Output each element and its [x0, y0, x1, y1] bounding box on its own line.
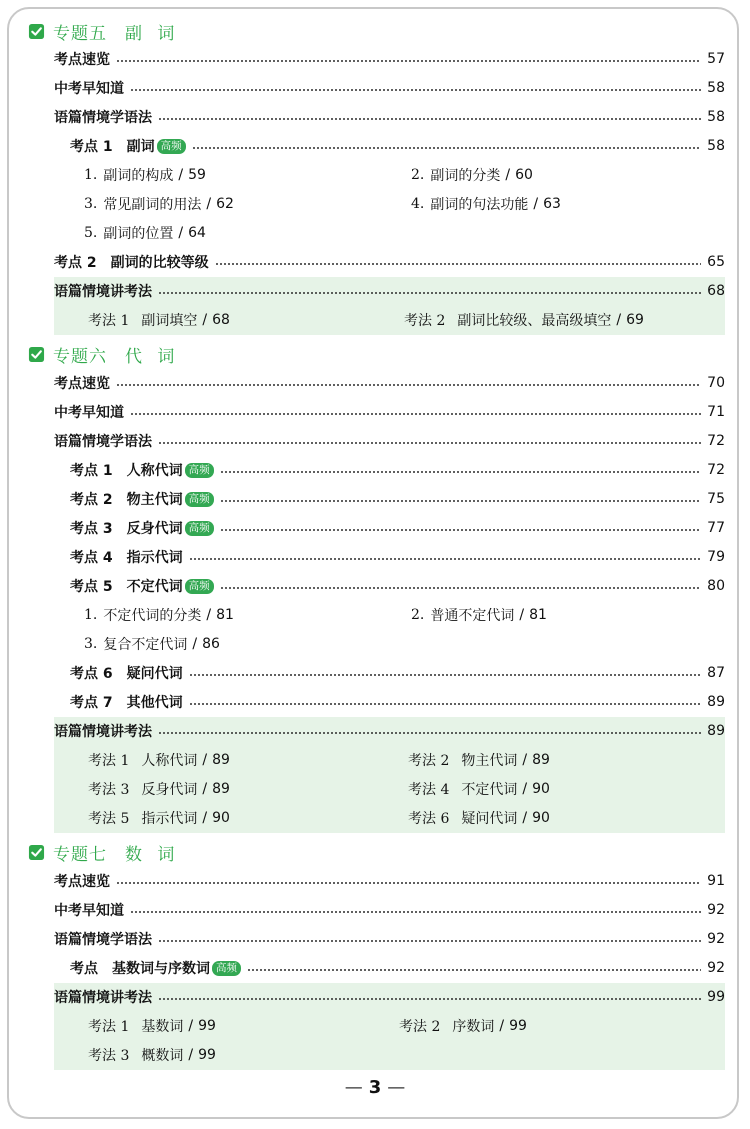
kaodian-name: 人称代词	[126, 463, 183, 479]
subtopic-page: 62	[216, 196, 234, 212]
kaofa-title: 反身代词	[141, 782, 198, 798]
kaofa-number: 考法 4	[408, 782, 450, 798]
entry-title-text: 语篇情境学语法	[54, 434, 152, 450]
slash-separator: /	[202, 781, 208, 797]
kaofa-title: 概数词	[141, 1048, 184, 1064]
entry-title	[54, 49, 110, 69]
kaofa-number: 考法 5	[88, 811, 130, 827]
topic-name: 数 词	[125, 844, 180, 865]
kaofa-page: 99	[509, 1018, 527, 1034]
high-frequency-badge: 高频	[185, 579, 214, 594]
kaofa-title: 副词比较级、最高级填空	[457, 313, 612, 329]
dot-leader	[247, 969, 701, 971]
kaofa-number: 考法 3	[88, 1048, 130, 1064]
page-ref: 87	[707, 665, 725, 681]
entry-title	[54, 402, 124, 422]
checkbox-checked-icon	[28, 346, 45, 363]
kaofa-number: 考法 1	[88, 1019, 130, 1035]
entry-title-text: 中考早知道	[54, 405, 124, 421]
slash-separator: /	[519, 607, 525, 623]
slash-separator: /	[533, 196, 539, 212]
toc-entry-kaodian[interactable]	[70, 458, 725, 482]
kaofa-page: 90	[532, 781, 550, 797]
entry-title-text: 中考早知道	[54, 903, 124, 919]
page-ref: 68	[707, 283, 725, 299]
toc-entry-kaodian[interactable]	[70, 487, 725, 511]
entry-title-text: 中考早知道	[54, 81, 124, 97]
subtopic-entry[interactable]	[411, 164, 533, 186]
kaofa-number: 考法 2	[408, 753, 450, 769]
page-ref: 92	[707, 960, 725, 976]
toc-entry[interactable]	[54, 869, 725, 893]
kaodian-name: 基数词与序数词	[112, 961, 210, 977]
kaodian-name: 不定代词	[126, 579, 183, 595]
topic-name: 副 词	[125, 23, 180, 44]
kaofa-entry[interactable]	[88, 749, 230, 771]
subtopic-entry[interactable]	[84, 633, 220, 655]
kaofa-title: 不定代词	[461, 782, 518, 798]
kaodian-number: 考点 2	[54, 255, 97, 271]
slash-separator: /	[202, 752, 208, 768]
toc-entry[interactable]	[54, 927, 725, 951]
kaofa-page: 99	[198, 1047, 216, 1063]
entry-title	[70, 518, 214, 538]
toc-entry[interactable]	[54, 429, 725, 453]
page-ref: 58	[707, 138, 725, 154]
topic-label: 专题六	[53, 346, 107, 367]
topic-label: 专题七	[53, 844, 107, 865]
subtopic-title: 副词的位置	[103, 226, 174, 242]
dot-leader	[116, 384, 701, 386]
entry-title-text: 考点速览	[54, 874, 110, 890]
dot-leader	[130, 911, 701, 913]
slash-separator: /	[178, 225, 184, 241]
kaofa-title: 基数词	[141, 1019, 184, 1035]
page-number: — 3 —	[344, 1077, 406, 1098]
kaodian-number: 考点 3	[70, 521, 113, 537]
toc-entry[interactable]	[54, 76, 725, 100]
toc-entry-kaodian[interactable]	[70, 956, 725, 980]
high-frequency-badge: 高频	[185, 521, 214, 536]
dot-leader	[189, 674, 702, 676]
entry-title-text: 语篇情境讲考法	[54, 990, 152, 1006]
kaodian-name: 指示代词	[126, 550, 183, 566]
entry-title	[54, 252, 209, 272]
entry-title-text: 语篇情境学语法	[54, 110, 152, 126]
page-number-value: 3	[368, 1077, 382, 1098]
slash-separator: /	[188, 1047, 194, 1063]
kaofa-page: 89	[212, 781, 230, 797]
kaofa-number: 考法 1	[88, 313, 130, 329]
high-frequency-badge: 高频	[212, 961, 241, 976]
page-ref: 58	[707, 109, 725, 125]
slash-separator: /	[202, 312, 208, 328]
kaofa-page: 99	[198, 1018, 216, 1034]
kaodian-name: 反身代词	[126, 521, 183, 537]
subtopic-entry[interactable]	[411, 604, 547, 626]
entry-title	[70, 663, 183, 683]
page-ref: 57	[707, 51, 725, 67]
entry-title	[70, 460, 214, 480]
page-ref: 89	[707, 723, 725, 739]
subtopic-number: 3.	[84, 196, 98, 212]
topic-name: 代 词	[125, 346, 180, 367]
entry-title-text: 考点速览	[54, 376, 110, 392]
toc-entry-kaodian[interactable]	[70, 134, 725, 158]
subtopic-title: 不定代词的分类	[103, 608, 202, 624]
subtopic-page: 64	[188, 225, 206, 241]
kaodian-name: 副词	[126, 139, 155, 155]
dot-leader	[116, 60, 701, 62]
kaofa-page: 89	[212, 752, 230, 768]
high-frequency-badge: 高频	[185, 492, 214, 507]
kaofa-entry[interactable]	[404, 309, 644, 331]
toc-entry-kaodian[interactable]	[70, 516, 725, 540]
entry-title	[70, 547, 183, 567]
kaodian-number: 考点 1	[70, 139, 113, 155]
page-ref: 72	[707, 433, 725, 449]
kaofa-title: 指示代词	[141, 811, 198, 827]
page-ref: 70	[707, 375, 725, 391]
kaodian-number: 考点 6	[70, 666, 113, 682]
dot-leader	[220, 471, 702, 473]
toc-entry-kaodian[interactable]	[70, 661, 725, 685]
slash-separator: /	[505, 167, 511, 183]
page-ref: 65	[707, 254, 725, 270]
slash-separator: /	[202, 810, 208, 826]
subtopic-title: 副词的句法功能	[430, 197, 529, 213]
kaofa-entry[interactable]	[88, 309, 230, 331]
dot-leader	[130, 89, 701, 91]
subtopic-entry[interactable]	[84, 222, 206, 244]
toc-entry[interactable]	[54, 985, 725, 1009]
subtopic-number: 1.	[84, 607, 98, 623]
kaofa-entry[interactable]	[408, 807, 550, 829]
dot-leader	[189, 703, 702, 705]
dot-leader	[158, 998, 701, 1000]
dot-leader	[158, 732, 701, 734]
kaofa-entry[interactable]	[399, 1015, 527, 1037]
slash-separator: /	[206, 607, 212, 623]
entry-title-text: 语篇情境讲考法	[54, 284, 152, 300]
topic-heading[interactable]	[28, 19, 179, 43]
kaofa-title: 物主代词	[461, 753, 518, 769]
page-ref: 72	[707, 462, 725, 478]
entry-title	[54, 721, 152, 741]
subtopic-title: 复合不定代词	[103, 637, 188, 653]
toc-entry[interactable]	[54, 279, 725, 303]
dot-leader	[130, 413, 701, 415]
toc-entry-kaodian[interactable]	[70, 690, 725, 714]
dot-leader	[158, 118, 701, 120]
checkbox-checked-icon	[28, 23, 45, 40]
slash-separator: /	[178, 167, 184, 183]
kaofa-page: 90	[212, 810, 230, 826]
entry-title	[54, 900, 124, 920]
entry-title	[70, 576, 214, 596]
slash-separator: /	[192, 636, 198, 652]
entry-title	[54, 281, 152, 301]
subtopic-number: 5.	[84, 225, 98, 241]
entry-title-text: 考点速览	[54, 52, 110, 68]
toc-entry-kaodian[interactable]	[70, 545, 725, 569]
dot-leader	[220, 529, 702, 531]
kaodian-number: 考点 2	[70, 492, 113, 508]
slash-separator: /	[206, 196, 212, 212]
toc-entry[interactable]	[54, 47, 725, 71]
toc-entry[interactable]	[54, 400, 725, 424]
subtopic-number: 4.	[411, 196, 425, 212]
subtopic-page: 86	[202, 636, 220, 652]
page-ref: 79	[707, 549, 725, 565]
subtopic-page: 81	[529, 607, 547, 623]
kaodian-number: 考点 5	[70, 579, 113, 595]
subtopic-entry[interactable]	[84, 193, 234, 215]
slash-separator: /	[499, 1018, 505, 1034]
dot-leader	[220, 500, 702, 502]
kaofa-entry[interactable]	[88, 778, 230, 800]
kaofa-number: 考法 3	[88, 782, 130, 798]
kaodian-number: 考点	[70, 961, 98, 977]
kaofa-title: 副词填空	[141, 313, 198, 329]
kaofa-page: 89	[532, 752, 550, 768]
page-ref: 92	[707, 931, 725, 947]
kaodian-number: 考点 4	[70, 550, 113, 566]
topic-label: 专题五	[53, 23, 107, 44]
entry-title-text: 语篇情境学语法	[54, 932, 152, 948]
kaofa-title: 人称代词	[141, 753, 198, 769]
dot-leader	[116, 882, 701, 884]
kaodian-name: 其他代词	[126, 695, 183, 711]
dot-leader	[158, 940, 701, 942]
entry-title	[70, 136, 186, 156]
entry-title	[70, 958, 241, 978]
kaofa-title: 疑问代词	[461, 811, 518, 827]
entry-title	[54, 431, 152, 451]
kaodian-number: 考点 7	[70, 695, 113, 711]
entry-title	[54, 987, 152, 1007]
topic-heading[interactable]	[28, 840, 179, 864]
toc-entry[interactable]	[54, 719, 725, 743]
dot-leader	[215, 263, 702, 265]
page-ref: 99	[707, 989, 725, 1005]
page-ref: 80	[707, 578, 725, 594]
toc-entry[interactable]	[54, 105, 725, 129]
kaofa-entry[interactable]	[408, 778, 550, 800]
checkbox-checked-icon	[28, 844, 45, 861]
kaofa-number: 考法 2	[404, 313, 446, 329]
entry-title	[54, 871, 110, 891]
slash-separator: /	[188, 1018, 194, 1034]
subtopic-entry[interactable]	[84, 164, 206, 186]
toc-entry[interactable]	[54, 371, 725, 395]
page-ref: 71	[707, 404, 725, 420]
subtopic-page: 63	[543, 196, 561, 212]
dot-leader	[189, 558, 702, 560]
kaofa-number: 考法 1	[88, 753, 130, 769]
kaofa-number: 考法 2	[399, 1019, 441, 1035]
page-ref: 89	[707, 694, 725, 710]
subtopic-entry[interactable]	[411, 193, 561, 215]
toc-entry-kaodian[interactable]	[70, 574, 725, 598]
subtopic-title: 副词的构成	[103, 168, 174, 184]
subtopic-number: 2.	[411, 167, 425, 183]
toc-entry[interactable]	[54, 898, 725, 922]
entry-title	[54, 78, 124, 98]
subtopic-title: 副词的分类	[430, 168, 501, 184]
subtopic-page: 60	[515, 167, 533, 183]
kaofa-page: 69	[626, 312, 644, 328]
dot-leader	[158, 442, 701, 444]
entry-title	[54, 929, 152, 949]
kaofa-page: 90	[532, 810, 550, 826]
kaofa-entry[interactable]	[88, 1015, 216, 1037]
slash-separator: /	[522, 810, 528, 826]
kaofa-entry[interactable]	[88, 1044, 216, 1066]
subtopic-page: 81	[216, 607, 234, 623]
page-ref: 91	[707, 873, 725, 889]
slash-separator: /	[522, 781, 528, 797]
dot-leader	[192, 147, 702, 149]
page-ref: 77	[707, 520, 725, 536]
kaofa-title: 序数词	[452, 1019, 495, 1035]
page-ref: 75	[707, 491, 725, 507]
entry-title	[70, 692, 183, 712]
toc-entry-kaodian[interactable]	[54, 250, 725, 274]
subtopic-page: 59	[188, 167, 206, 183]
entry-title	[54, 107, 152, 127]
entry-title-text: 语篇情境讲考法	[54, 724, 152, 740]
high-frequency-badge: 高频	[157, 139, 186, 154]
subtopic-title: 常见副词的用法	[103, 197, 202, 213]
kaodian-name: 副词的比较等级	[110, 255, 209, 271]
entry-title	[54, 373, 110, 393]
page-ref: 92	[707, 902, 725, 918]
subtopic-number: 2.	[411, 607, 425, 623]
subtopic-entry[interactable]	[84, 604, 234, 626]
kaofa-entry[interactable]	[88, 807, 230, 829]
kaofa-number: 考法 6	[408, 811, 450, 827]
kaofa-entry[interactable]	[408, 749, 550, 771]
kaofa-page: 68	[212, 312, 230, 328]
slash-separator: /	[522, 752, 528, 768]
dot-leader	[220, 587, 702, 589]
dot-leader	[158, 292, 701, 294]
kaodian-name: 物主代词	[126, 492, 183, 508]
high-frequency-badge: 高频	[185, 463, 214, 478]
entry-title	[70, 489, 214, 509]
kaodian-name: 疑问代词	[126, 666, 183, 682]
slash-separator: /	[616, 312, 622, 328]
subtopic-title: 普通不定代词	[430, 608, 515, 624]
subtopic-number: 3.	[84, 636, 98, 652]
subtopic-number: 1.	[84, 167, 98, 183]
kaodian-number: 考点 1	[70, 463, 113, 479]
page-ref: 58	[707, 80, 725, 96]
topic-heading[interactable]	[28, 342, 179, 366]
